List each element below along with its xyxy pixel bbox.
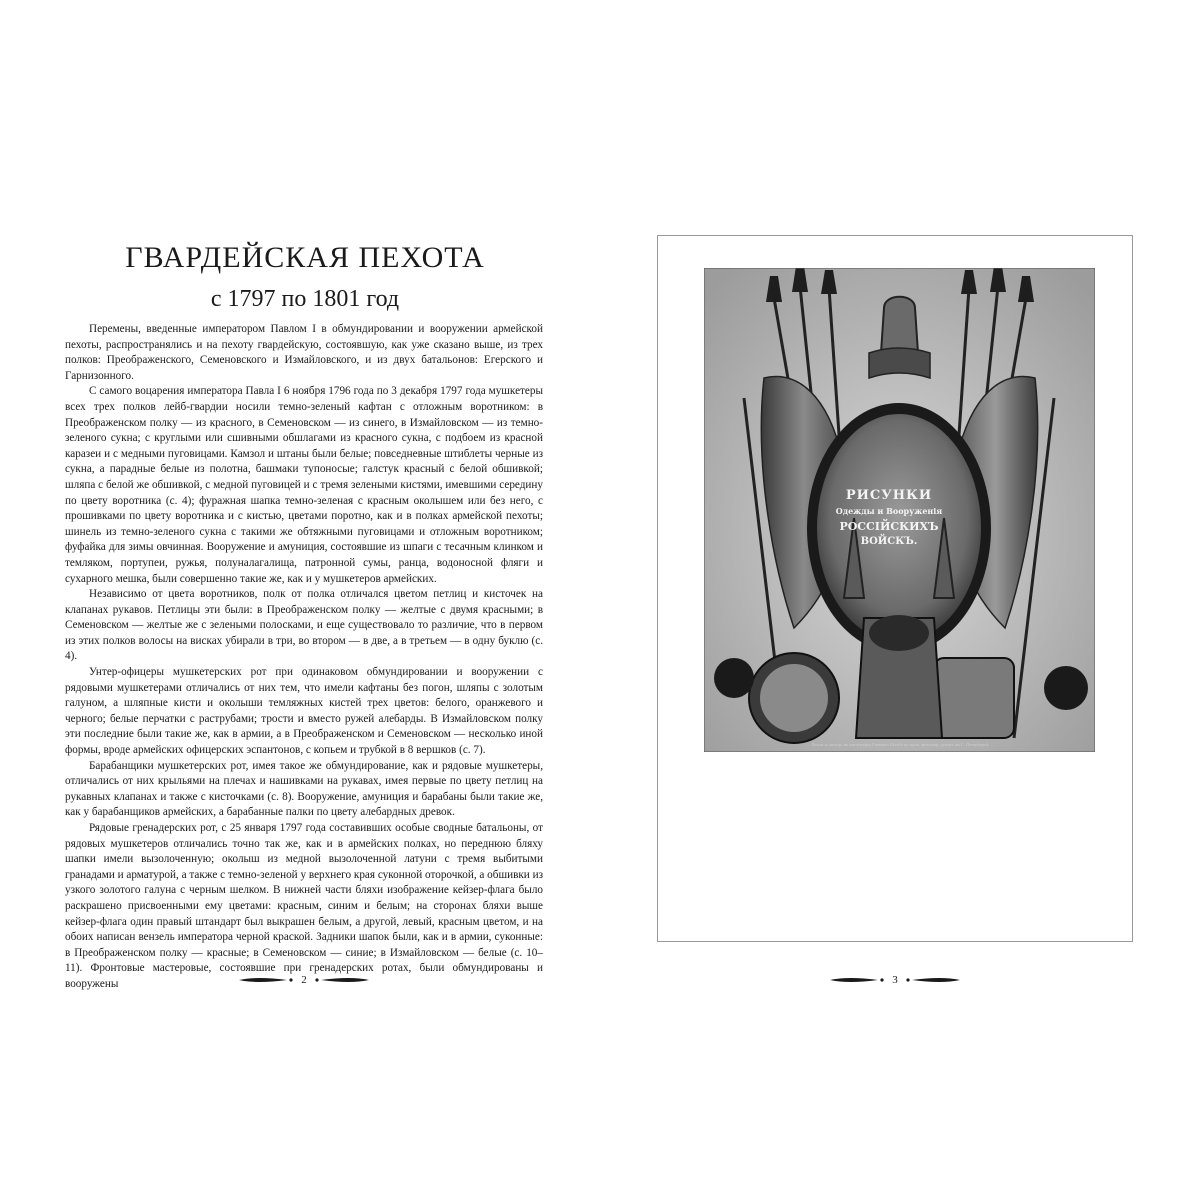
paragraph: Перемены, введенные императором Павлом I в обмундировании и вооружении армейской пехоты, распространялись и на пехоту гвардейскую, состоявшую, как уже сказано выше, из трех полков: Преображенского, Семеновского и Измайловского, и из двух батальонов: Егерского и Гарнизонного. [65, 323, 543, 382]
plate-title-line: РОССІЙСКИХЪ [839, 520, 939, 533]
left-flourish-icon [237, 975, 295, 985]
chapter-title: ГВАРДЕЙСКАЯ ПЕХОТА [125, 241, 485, 274]
chapter-subtitle: с 1797 по 1801 год [210, 286, 400, 312]
plate-title-line: ВОЙСКЪ. [860, 536, 918, 547]
right-flourish-icon [313, 975, 371, 985]
page-number-right [795, 970, 995, 990]
page-number-text: 2 [301, 974, 307, 986]
plate-title-line: РИСУНКИ [845, 488, 933, 503]
plate-title-line: Одежды и Вооруженія [835, 506, 943, 516]
body-text [65, 322, 543, 993]
paragraph: С самого воцарения императора Павла I 6 ноября 1796 года по 3 декабря 1797 года мушкетеры всех трех полков лейб-гвардии носили темно-зеленый кафтан с отложным воротником: в Преображенском полку — из красного, в Семеновском — из синего, в Измайловском — из темно-зеленого сукна; с круглыми или сшивными обшлагами из красного сукна, с подбоем из красной каразеи и с медными пуговицами. Камзол и штаны были белые; повседневные штиблеты черные из сукна, а парадные белые из полотна, башмаки тупоносые; галстук красный с белой обшивкой; шляпа с белой же обшивкой, с медной пуговицей и с тремя зелеными кистями, имевшими середину по цвету воротника (с. 4); фуражная шапка темно-зеленая с красным околышем или без него, с прошивками по цвету воротника и с кистью, цветами поротно, как и в полках армейской пехоты; шинель из темно-зеленого сукна с такими же обтяжными пуговицами и отложным воротником; фуфайка для зимы овчинная. Вооружение и амуниция, состоявшие из шпаги с тесачным клинком и темляком, портупеи, ружья, полуналагалища, патронной сумы, ранца, водоносной фляги и сухарного мешка, были совершенно такие же, как и у мушкетеров армейских. [65, 385, 543, 585]
page-number-text: 3 [892, 974, 898, 986]
page-number-left [204, 970, 404, 990]
paragraph: Рядовые гренадерских рот, с 25 января 1797 года составивших особые сводные батальоны, от рядовых мушкетеров отличались точно так же, как и в армейских полках, но переднюю бляху шапки имели вызолоченную; околыш из медной вызолоченной латуни с тремя выбитыми гранадами и арматурой, а также с темно-зеленой у верхнего края суконной оторочкой, а обшивки из узкого золотого галуна с черным шелком. В нижней части бляхи изображение кейзер-флага было раскрашено присвоенными ему цветами: красным, синим и белым; на сторонах бляхи выше кейзер-флага один правый штандарт был выкрашен белым, а другой, левый, красным цветом, и на обоих написан вензель императора черной краской. Задники шапок были, как и в армии, суконные: в Преображенском полку — красные; в Семеновском — синие; в Измайловском — белые (с. 10–11). Фронтовые мастеровые, состоявшие при гренадерских ротах, были обмундированы и вооружены [65, 822, 543, 990]
right-flourish-icon [904, 975, 962, 985]
left-flourish-icon [828, 975, 886, 985]
paragraph: Унтер-офицеры мушкетерских рот при одинаковом обмундировании и вооружении с рядовыми мушкетерами отличались от них тем, что имели кафтаны без погон, шляпы с золотым галуном, а шляпные кисти и околыши темляжных кистей трех цветов: белого, оранжевого и черного; белые перчатки с раструбами; трости и вместо ружей алебарды. В Измайловском полку эти последние были такие же, как в армии, а в Преображенском и Семеновском — несколько иной формы, вроде армейских офицерских эспантонов, с копьем и трубкой в 8 вершков (с. 7). [65, 666, 543, 757]
paragraph: Независимо от цвета воротников, полк от полка отличался цветом петлиц и кисточек на клапанах рукавов. Петлицы эти были: в Преображенском полку — желтые с двумя красными; в Семеновском — желтые же с зелеными полосками, и еще существовало то различие, что в первом из этих полков волосы на висках убирали в три, во втором — в две, а в третьем — в одну буклю (с. 4). [65, 588, 543, 663]
plate-credit: Рисов. и литогр. въ литографіи Главнаго Штаба по пров. артиллер. департ. въ С. Петербургѣ [811, 742, 989, 747]
paragraph: Барабанщики мушкетерских рот, имея такое же обмундирование, как и рядовые мушкетеры, отличались от них крыльями на плечах и нашивками на рукавах, имея первые по цвету петлиц на рукавных клапанах и также с кисточками (с. 8). Вооружение, амуниция и барабаны были такие же, как у барабанщиков армейских, а барабанные палки по цвету алебардных древок. [65, 759, 543, 819]
plate-title [813, 487, 965, 549]
